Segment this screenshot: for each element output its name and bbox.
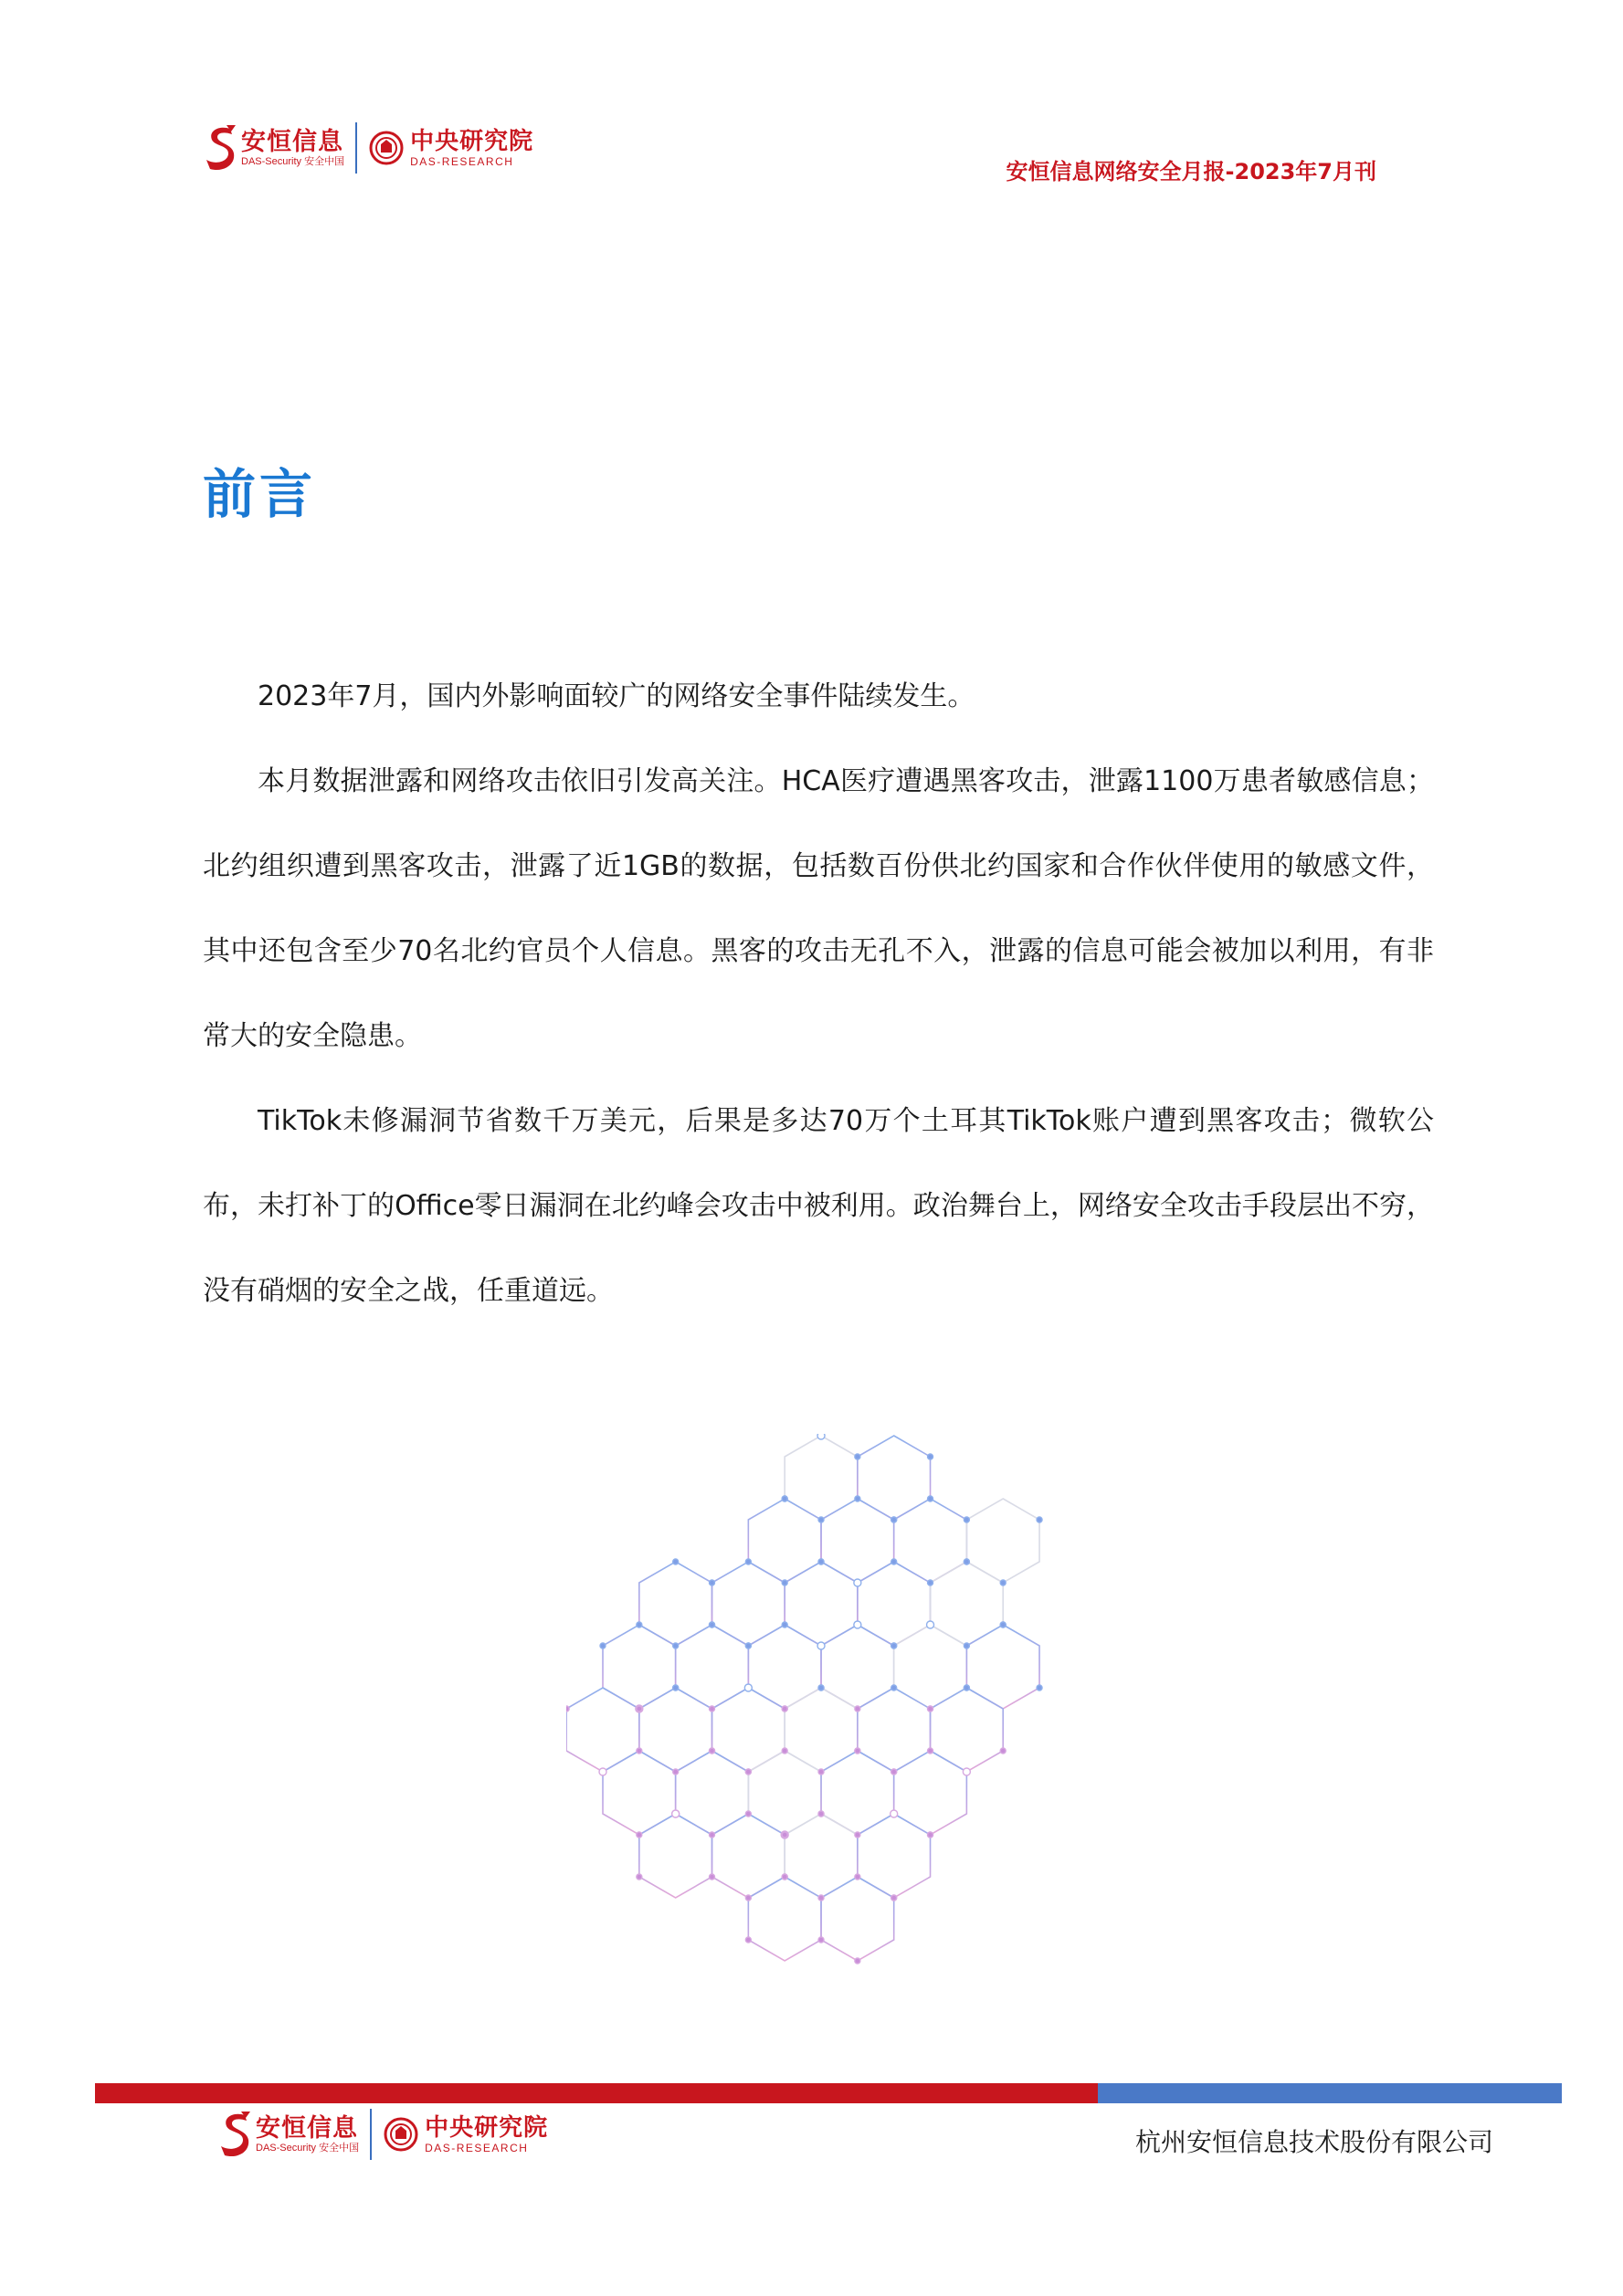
hexagon-cell <box>748 1499 821 1583</box>
hexagon-cell <box>858 1814 931 1898</box>
institute-name-en: DAS-RESEARCH <box>410 155 514 168</box>
hexagon-cell <box>785 1562 858 1646</box>
hexagon-cell <box>931 1688 1004 1772</box>
hexagon-node <box>891 1769 897 1775</box>
hexagon-node <box>818 1937 824 1943</box>
hexagon-node <box>891 1559 897 1564</box>
logo-divider <box>370 2109 372 2160</box>
brand-name-en: DAS-Security 安全中国 <box>241 156 345 167</box>
brand-name-en: DAS-Security 安全中国 <box>256 2143 360 2154</box>
hexagon-node <box>600 1643 606 1648</box>
brand-name <box>241 129 344 167</box>
hexagon-cell <box>748 1751 821 1835</box>
hexagon-node <box>782 1496 787 1501</box>
hexagon-node <box>964 1517 969 1522</box>
hexagon-cell <box>821 1751 894 1835</box>
hexagon-node <box>818 1895 824 1901</box>
hexagon-node <box>855 1706 860 1711</box>
hexagon-node <box>745 1643 751 1648</box>
hexagon-node <box>673 1559 679 1564</box>
hexagon-node <box>855 1832 860 1838</box>
research-seal-icon <box>368 130 405 166</box>
hexagon-node <box>891 1810 898 1817</box>
hexagon-node <box>963 1768 970 1775</box>
hexagon-cell <box>748 1877 821 1961</box>
hexagon-node <box>637 1706 642 1711</box>
hexagon-node <box>782 1706 787 1711</box>
hexagon-node <box>782 1874 787 1880</box>
hexagon-node <box>637 1622 642 1627</box>
hexagon-node <box>928 1580 933 1585</box>
hexagon-cell <box>966 1499 1039 1583</box>
hexagon-node <box>928 1496 933 1501</box>
paragraph: 本月数据泄露和网络攻击依旧引发高关注。HCA医疗遭遇黑客攻击，泄露1100万患者敏感信息；北约组织遭到黑客攻击，泄露了近1GB的数据，包括数百份供北约国家和合作伙伴使用的敏感文件，其中还包含至少70名北约官员个人信息。黑客的攻击无孔不入，泄露的信息可能会被加以利用，有非常大的安全隐患。 <box>203 765 1434 1052</box>
hexagon-node <box>710 1580 715 1585</box>
hexagon-node <box>1000 1748 1006 1754</box>
hexagon-node <box>891 1517 897 1522</box>
hexagon-node <box>1000 1622 1006 1627</box>
hexagon-node <box>710 1832 715 1838</box>
hexagon-node <box>745 1559 751 1564</box>
hexagon-cell <box>603 1625 676 1709</box>
hexagon-cell <box>676 1625 749 1709</box>
hexagon-cell <box>821 1499 894 1583</box>
hexagon-node <box>637 1832 642 1838</box>
hexagon-node <box>745 1895 751 1901</box>
hexagon-node <box>818 1769 824 1775</box>
hexagon-cell <box>858 1688 931 1772</box>
hexagon-cell <box>931 1562 1004 1646</box>
institute-name <box>425 2114 548 2154</box>
body-text <box>203 654 1434 1333</box>
logo-divider <box>355 122 357 174</box>
hexagon-node <box>818 1685 824 1690</box>
hexagon-cell <box>894 1499 967 1583</box>
hexagon-cell <box>712 1562 785 1646</box>
hexagon-cell <box>676 1751 749 1835</box>
hexagon-node <box>637 1748 642 1754</box>
hexagon-cell <box>966 1625 1039 1709</box>
hexagon-node <box>928 1454 933 1459</box>
hexagon-node <box>745 1769 751 1775</box>
hexagon-cell <box>785 1814 858 1898</box>
hexagon-node <box>855 1496 860 1501</box>
hexagon-cell <box>785 1436 858 1520</box>
hexagon-cell <box>858 1436 931 1520</box>
hexagon-node <box>818 1811 824 1817</box>
hexagon-node <box>964 1685 969 1690</box>
hexagon-node <box>891 1643 897 1648</box>
footer-bar-blue <box>1098 2083 1562 2103</box>
report-title: 安恒信息网络安全月报-2023年7月刊 <box>1006 159 1376 184</box>
hexagon-cell <box>821 1877 894 1961</box>
section-title: 前言 <box>203 463 317 525</box>
hexagon-cell <box>858 1562 931 1646</box>
hexagon-cell <box>748 1625 821 1709</box>
hexagon-node <box>817 1434 825 1439</box>
hexagon-node <box>673 1769 679 1775</box>
hexagon-node <box>744 1684 752 1691</box>
hexagon-node <box>964 1643 969 1648</box>
hexagon-node <box>673 1643 679 1648</box>
hexagon-cell <box>894 1625 967 1709</box>
hexagon-node <box>854 1621 861 1628</box>
paragraph: TikTok未修漏洞节省数千万美元，后果是多达70万个土耳其TikTok账户遭到黑客攻击；微软公布，未打补丁的Office零日漏洞在北约峰会攻击中被利用。政治舞台上，网络安全攻击手段层出不穷，没有硝烟的安全之战，任重道远。 <box>203 1105 1434 1307</box>
hexagon-cell <box>639 1814 712 1898</box>
brand-name-cn: 安恒信息 <box>241 128 343 156</box>
hexagon-node <box>637 1874 642 1880</box>
hexagon-network-graphic <box>566 1434 1078 1982</box>
hexagon-node <box>927 1621 934 1628</box>
hexagon-node <box>1037 1517 1042 1522</box>
hexagon-node <box>710 1706 715 1711</box>
hexagon-node <box>854 1579 861 1586</box>
hexagon-node <box>566 1706 569 1711</box>
hexagon-node <box>855 1748 860 1754</box>
brand-name <box>256 2115 359 2154</box>
hexagon-node <box>1037 1685 1042 1690</box>
hexagon-cell <box>566 1688 639 1772</box>
hexagon-cell <box>639 1688 712 1772</box>
hexagon-node <box>599 1768 606 1775</box>
hexagon-node <box>782 1832 787 1838</box>
hexagon-node <box>928 1748 933 1754</box>
hexagon-cell <box>894 1751 967 1835</box>
hexagon-cell <box>712 1688 785 1772</box>
brand-name-cn: 安恒信息 <box>256 2114 358 2143</box>
hexagon-node <box>855 1874 860 1880</box>
hexagon-node <box>964 1559 969 1564</box>
research-seal-icon <box>383 2116 419 2153</box>
institute-name-en: DAS-RESEARCH <box>425 2142 529 2154</box>
hexagon-node <box>818 1517 824 1522</box>
hexagon-node <box>745 1811 751 1817</box>
institute-name-cn: 中央研究院 <box>425 2114 549 2142</box>
footer-bar-red <box>95 2083 1098 2103</box>
hexagon-cell <box>821 1625 894 1709</box>
hexagon-cell <box>712 1814 785 1898</box>
institute-name-cn: 中央研究院 <box>410 128 534 155</box>
hexagon-node <box>891 1685 897 1690</box>
hexagon-node <box>672 1810 680 1817</box>
hexagon-cell <box>785 1688 858 1772</box>
hexagon-cell <box>639 1562 712 1646</box>
header-logo <box>203 122 533 174</box>
hexagon-node <box>928 1832 933 1838</box>
hexagon-node <box>673 1685 679 1690</box>
footer-company: 杭州安恒信息技术股份有限公司 <box>1134 2127 1493 2157</box>
hexagon-node <box>855 1454 860 1459</box>
hexagon-node <box>928 1706 933 1711</box>
hexagon-node <box>710 1622 715 1627</box>
s-logo-icon <box>203 123 237 173</box>
footer-logo <box>217 2109 548 2160</box>
hexagon-node <box>1000 1580 1006 1585</box>
hexagon-node <box>782 1748 787 1754</box>
institute-name <box>410 128 533 168</box>
hexagon-node <box>891 1895 897 1901</box>
hexagon-node <box>782 1580 787 1585</box>
hexagon-node <box>710 1748 715 1754</box>
paragraph: 2023年7月，国内外影响面较广的网络安全事件陆续发生。 <box>258 680 975 712</box>
hexagon-node <box>818 1559 824 1564</box>
hexagon-node <box>855 1958 860 1964</box>
hexagon-cell <box>603 1751 676 1835</box>
hexagon-node <box>782 1622 787 1627</box>
hexagon-node <box>817 1642 825 1649</box>
hexagon-node <box>745 1937 751 1943</box>
s-logo-icon <box>217 2110 252 2159</box>
hexagon-node <box>710 1874 715 1880</box>
